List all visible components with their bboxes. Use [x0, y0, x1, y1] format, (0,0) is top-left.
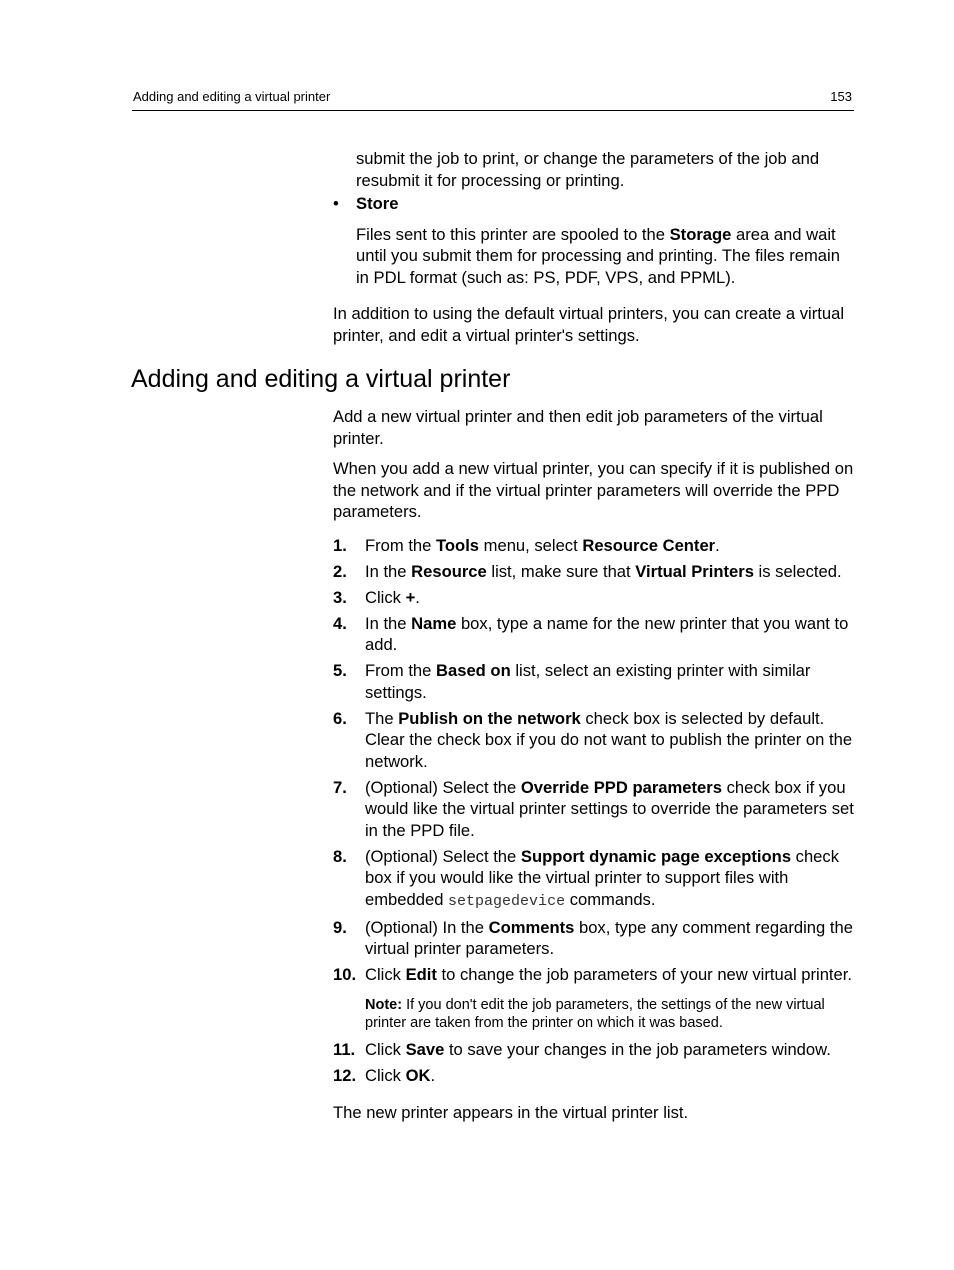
step-item: 8. (Optional) Select the Support dynamic page exceptions check box if you would like the virtual printer to support files with embedded setpagedevice commands.	[333, 846, 840, 910]
step-item: 9. (Optional) In the Comments box, type any comment regarding the virtual printer parameters.	[333, 917, 853, 958]
store-label: Store	[356, 194, 399, 213]
step-item: 7. (Optional) Select the Override PPD parameters check box if you would like the virtual printer settings to override the parameters set in the PPD file.	[333, 777, 854, 840]
page-number: 153	[830, 89, 852, 104]
section-heading: Adding and editing a virtual printer	[131, 365, 511, 393]
step-item: 12. Click OK.	[333, 1066, 436, 1085]
step-item: 2. In the Resource list, make sure that Virtual Printers is selected.	[333, 561, 842, 581]
code-setpagedevice: setpagedevice	[448, 892, 566, 910]
step-item: 5. From the Based on list, select an existing printer with similar settings.	[333, 661, 811, 702]
continued-paragraph: submit the job to print, or change the parameters of the job and resubmit it for processing or printing.	[356, 149, 820, 190]
step-item: 3. Click +.	[333, 587, 420, 607]
section-paragraph-2: When you add a new virtual printer, you can specify if it is published on the network and if the virtual printer parameters will override the PPD parameters.	[333, 459, 854, 521]
step-item: 11. Click Save to save your changes in the job parameters window.	[333, 1040, 831, 1059]
procedure-steps	[333, 535, 855, 1087]
note-text: If you don't edit the job parameters, the settings of the new virtual printer are taken from the printer on which it was based.	[365, 996, 825, 1031]
note-label: Note:	[365, 996, 403, 1013]
section-content	[333, 406, 855, 1123]
step-item: 6. The Publish on the network check box is selected by default. Clear the check box if you do not want to publish the printer on the network.	[333, 708, 853, 771]
bullet-item-store	[333, 193, 855, 215]
closing-paragraph: The new printer appears in the virtual printer list.	[333, 1102, 689, 1122]
note-block	[365, 996, 855, 1033]
section-paragraph-1: Add a new virtual printer and then edit job parameters of the virtual printer.	[333, 407, 823, 448]
addition-paragraph: In addition to using the default virtual printers, you can create a virtual printer, and edit a virtual printer's settings.	[333, 304, 845, 345]
step-item: 10. Click Edit to change the job parameters of your new virtual printer. Note: If you don't edit the job parameters, the settings of the new virtual printer are taken from the printer on which it was based.	[333, 964, 855, 1035]
running-title: Adding and editing a virtual printer	[133, 89, 331, 104]
step-item: 1. From the Tools menu, select Resource Center.	[333, 535, 720, 555]
page-header	[132, 88, 854, 111]
intro-content	[333, 148, 855, 346]
store-description: Files sent to this printer are spooled to the Storage area and wait until you submit them for processing and printing. The files remain in PDL format (such as: PS, PDF, VPS, and PPML).	[356, 224, 840, 287]
bullet-icon: •	[333, 194, 339, 213]
step-item: 4. In the Name box, type a name for the new printer that you want to add.	[333, 613, 849, 654]
